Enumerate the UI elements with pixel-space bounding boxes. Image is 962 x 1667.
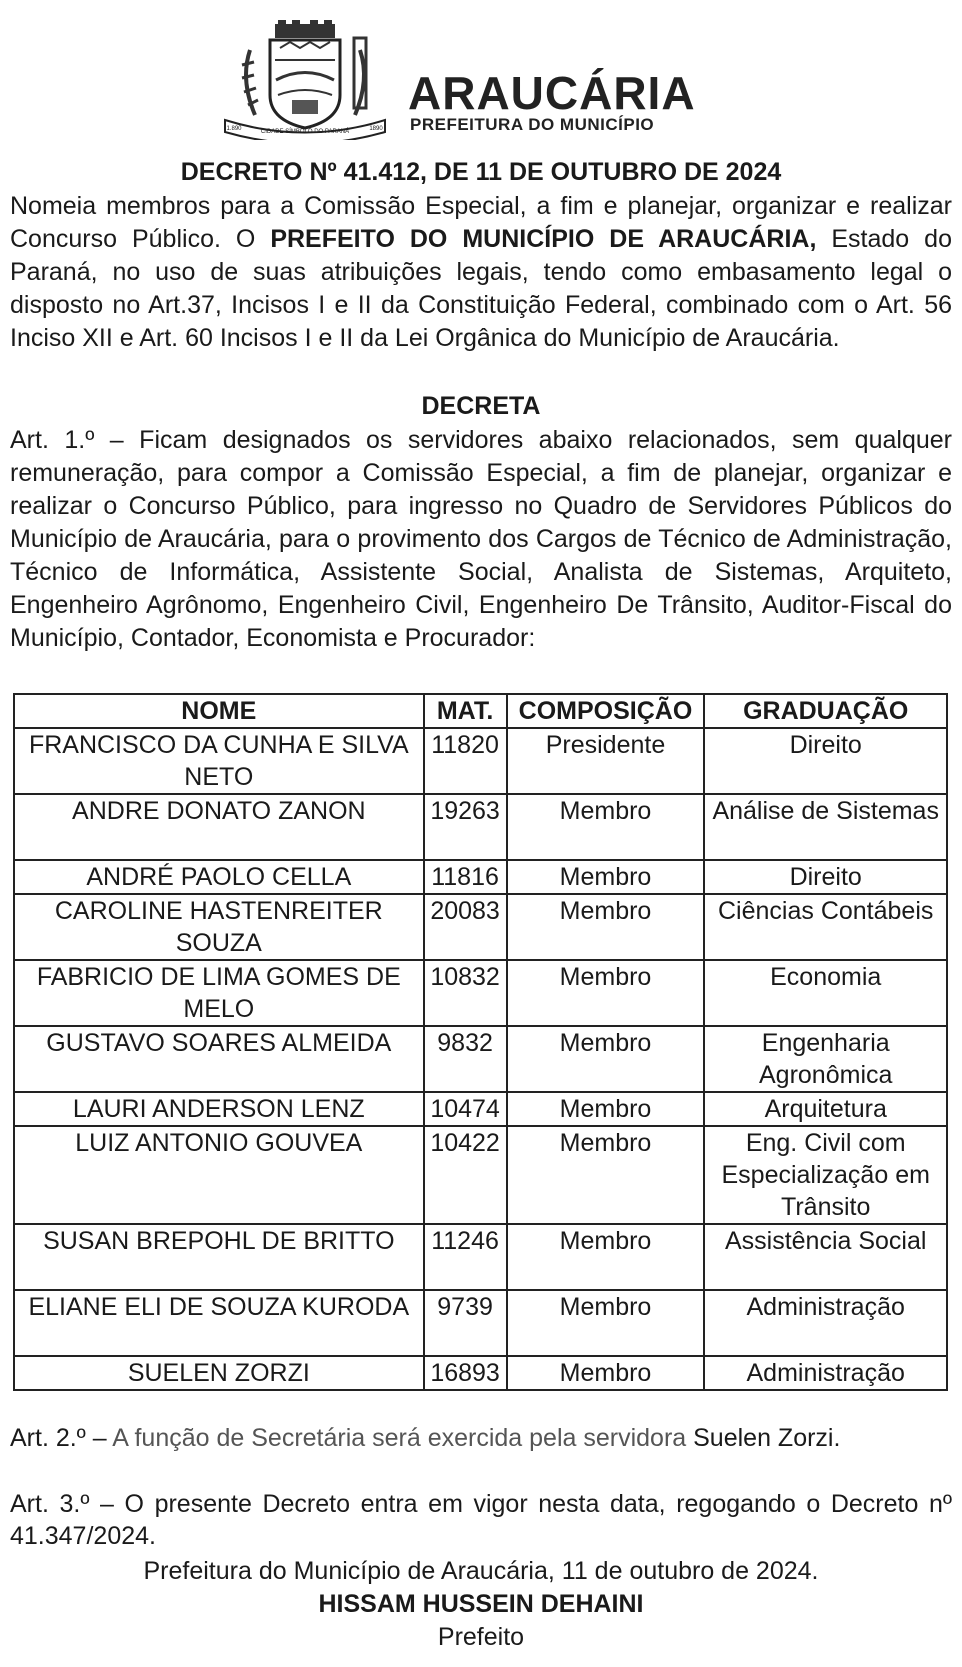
header-nome: NOME <box>14 694 424 728</box>
place-date: Prefeitura do Município de Araucária, 11 de outubro de 2024. <box>143 1557 819 1585</box>
cell-composicao: Presidente <box>507 728 705 794</box>
article-3: Art. 3.º – O presente Decreto entra em vigor nesta data, regogando o Decreto nº 41.347/2024. <box>10 1490 952 1550</box>
brand-name: ARAUCÁRIA <box>408 67 696 119</box>
table-row <box>14 1092 947 1126</box>
cell-nome: ANDRÉ PAOLO CELLA <box>14 860 424 894</box>
article-2-suffix: Suelen Zorzi. <box>686 1424 841 1452</box>
cell-composicao: Membro <box>507 1224 705 1290</box>
preamble-text: Nomeia membros para a Comissão Especial, a fim e planejar, organizar e realizar Concurso Público. O <box>10 192 952 253</box>
cell-nome: SUELEN ZORZI <box>14 1356 424 1390</box>
cell-graduacao: Direito <box>704 860 947 894</box>
table-row <box>14 794 947 860</box>
preamble-text-2: Estado do Paraná, no uso de suas atribuições legais, tendo como embasamento legal o disposto no Art.37, Incisos I e II da Constituição Federal, combinado com o Art. 56 Inciso XII e Art. 60 Incisos I e II da Lei Orgânica do Município de Araucária. <box>10 225 952 352</box>
article-2 <box>10 1422 952 1454</box>
coat-of-arms-logo <box>220 20 390 140</box>
signer-name: HISSAM HUSSEIN DEHAINI <box>318 1590 644 1618</box>
cell-mat: 10474 <box>424 1092 507 1126</box>
cell-graduacao: Engenharia Agronômica <box>704 1026 947 1092</box>
cell-nome: ELIANE ELI DE SOUZA KURODA <box>14 1290 424 1356</box>
table-row <box>14 894 947 960</box>
cell-nome: ANDRE DONATO ZANON <box>14 794 424 860</box>
article-2-text: A função de Secretária será exercida pela servidora <box>112 1424 687 1452</box>
cell-composicao: Membro <box>507 960 705 1026</box>
table-row <box>14 1126 947 1224</box>
cell-composicao: Membro <box>507 794 705 860</box>
cell-graduacao: Ciências Contábeis <box>704 894 947 960</box>
cell-composicao: Membro <box>507 860 705 894</box>
cell-composicao: Membro <box>507 1356 705 1390</box>
preamble-bold: PREFEITO DO MUNICÍPIO DE ARAUCÁRIA, <box>270 225 817 253</box>
svg-text:1890: 1890 <box>369 126 383 132</box>
table-row <box>14 1290 947 1356</box>
preamble <box>10 190 952 355</box>
header-mat: MAT. <box>424 694 507 728</box>
svg-text:CIDADE SÍMBOLO DO PARANÁ: CIDADE SÍMBOLO DO PARANÁ <box>260 129 350 135</box>
cell-mat: 20083 <box>424 894 507 960</box>
table-row <box>14 1224 947 1290</box>
cell-mat: 10422 <box>424 1126 507 1224</box>
cell-graduacao: Economia <box>704 960 947 1026</box>
article-1: Art. 1.º – Ficam designados os servidores abaixo relacionados, sem qualquer remuneração, para compor a Comissão Especial, a fim de planejar, organizar e realizar o Concurso Público, para ingresso no Quadro de Servidores Públicos do Município de Araucária, para o provimento dos Cargos de Técnico de Administração, Técnico de Informática, Assistente Social, Analista de Sistemas, Arquiteto, Engenheiro Agrônomo, Engenheiro Civil, Engenheiro De Trânsito, Auditor-Fiscal do Município, Contador, Economista e Procurador: <box>10 426 952 652</box>
cell-graduacao: Eng. Civil com Especialização em Trânsito <box>704 1126 947 1224</box>
table-row <box>14 1026 947 1092</box>
table-row <box>14 728 947 794</box>
cell-nome: LAURI ANDERSON LENZ <box>14 1092 424 1126</box>
decree-title: DECRETO Nº 41.412, DE 11 DE OUTUBRO DE 2024 <box>180 158 782 186</box>
cell-graduacao: Administração <box>704 1356 947 1390</box>
cell-graduacao: Administração <box>704 1290 947 1356</box>
svg-text:1.890: 1.890 <box>226 126 242 132</box>
cell-mat: 11820 <box>424 728 507 794</box>
decreta-heading: DECRETA <box>421 392 541 420</box>
signer-role: Prefeito <box>437 1623 525 1651</box>
cell-mat: 11246 <box>424 1224 507 1290</box>
cell-mat: 11816 <box>424 860 507 894</box>
table-row <box>14 960 947 1026</box>
cell-composicao: Membro <box>507 1126 705 1224</box>
table-header-row <box>14 694 947 728</box>
cell-nome: LUIZ ANTONIO GOUVEA <box>14 1126 424 1224</box>
cell-graduacao: Assistência Social <box>704 1224 947 1290</box>
table-row <box>14 860 947 894</box>
members-table <box>13 693 948 1391</box>
article-2-prefix: Art. 2.º – <box>10 1424 113 1452</box>
cell-graduacao: Análise de Sistemas <box>704 794 947 860</box>
cell-composicao: Membro <box>507 1290 705 1356</box>
brand-subtitle: PREFEITURA DO MUNICÍPIO <box>410 115 655 134</box>
header-composicao: COMPOSIÇÃO <box>507 694 705 728</box>
cell-nome: SUSAN BREPOHL DE BRITTO <box>14 1224 424 1290</box>
cell-mat: 19263 <box>424 794 507 860</box>
cell-graduacao: Arquitetura <box>704 1092 947 1126</box>
cell-composicao: Membro <box>507 1026 705 1092</box>
cell-mat: 9832 <box>424 1026 507 1092</box>
cell-composicao: Membro <box>507 1092 705 1126</box>
table-row <box>14 1356 947 1390</box>
cell-mat: 16893 <box>424 1356 507 1390</box>
cell-composicao: Membro <box>507 894 705 960</box>
header <box>220 20 760 140</box>
cell-mat: 10832 <box>424 960 507 1026</box>
cell-graduacao: Direito <box>704 728 947 794</box>
cell-mat: 9739 <box>424 1290 507 1356</box>
cell-nome: FRANCISCO DA CUNHA E SILVA NETO <box>14 728 424 794</box>
cell-nome: FABRICIO DE LIMA GOMES DE MELO <box>14 960 424 1026</box>
cell-nome: GUSTAVO SOARES ALMEIDA <box>14 1026 424 1092</box>
cell-nome: CAROLINE HASTENREITER SOUZA <box>14 894 424 960</box>
header-graduacao: GRADUAÇÃO <box>704 694 947 728</box>
